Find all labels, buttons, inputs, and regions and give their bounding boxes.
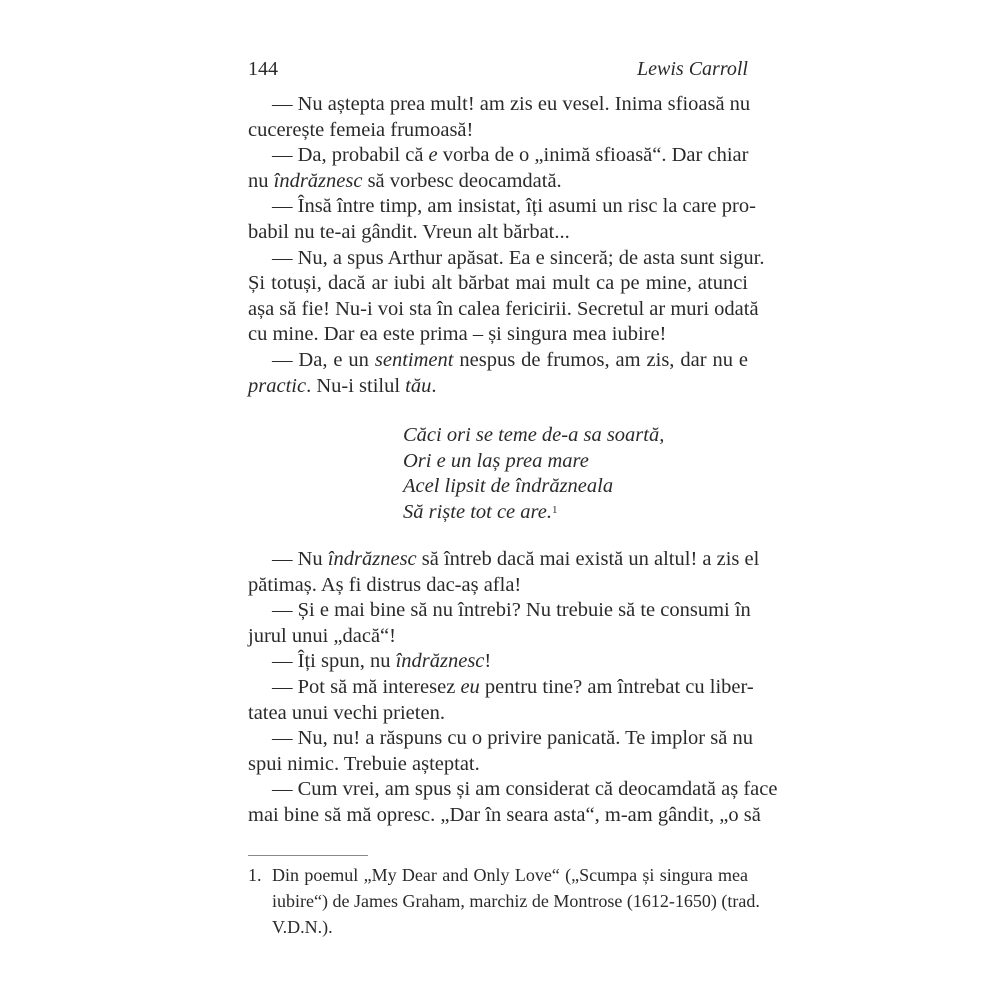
text-segment: să întreb dacă mai există un altul! a zis el [416, 548, 760, 570]
text-segment: iubire“) de James Graham, marchiz de Montrose (1612-1650) (trad. [272, 891, 760, 911]
text-segment: . Nu-i stilul [306, 374, 406, 397]
body-text-part-2 [248, 547, 778, 829]
text-segment: nespus de frumos, am zis, dar nu e [453, 348, 748, 371]
text-segment: Și totuși, dacă ar iubi alt bărbat mai mult ca pe mine, atunci [248, 272, 748, 295]
text-line [248, 726, 753, 752]
text-segment: — Nu aștepta prea mult! am zis eu vesel. Inima sfioasă nu [272, 93, 751, 115]
italic-text: eu [460, 675, 480, 698]
poem-quote [403, 423, 664, 525]
text-line [248, 701, 748, 727]
text-segment: mai bine să mă opresc. „Dar în seara asta“, m-am gândit, „o să [248, 803, 761, 826]
footnote-reference: 1 [551, 503, 558, 516]
italic-text: îndrăznesc [395, 650, 485, 673]
text-segment: tatea unui vechi prieten. [248, 701, 445, 724]
text-segment: — Nu, nu! a răspuns cu o privire panicată. Te implor să nu [272, 727, 753, 750]
text-line [248, 271, 748, 297]
text-segment: Ori e un laș prea mare [403, 449, 589, 472]
text-line [248, 143, 748, 169]
page-number: 144 [248, 58, 278, 80]
footnote-number: 1. [248, 865, 262, 885]
running-header-author: Lewis Carroll [637, 58, 748, 80]
text-segment: nu [248, 169, 274, 192]
text-line [272, 862, 748, 888]
text-segment: V.D.N.). [272, 917, 333, 937]
text-segment: — Însă între timp, am insistat, îți asumi un risc la care pro- [272, 195, 756, 218]
text-segment: Să riște tot ce are. [403, 500, 552, 523]
text-segment: — Cum vrei, am spus și am considerat că deocamdată aș face [272, 778, 778, 801]
text-line [248, 624, 748, 650]
italic-text: îndrăznesc [273, 169, 363, 192]
text-segment: Căci ori se teme de-a sa soartă, [403, 424, 665, 446]
body-text-part-1 [248, 92, 765, 399]
text-segment: . [431, 374, 437, 397]
text-segment: — Da, e un [272, 348, 375, 371]
italic-text: tău [405, 374, 432, 397]
text-segment: — Pot să mă interesez [272, 675, 461, 698]
text-line [248, 348, 748, 374]
text-line [248, 92, 751, 118]
text-line [248, 675, 754, 701]
text-line [403, 449, 664, 475]
text-line [248, 322, 748, 348]
footnote [248, 862, 760, 940]
text-segment: pentru tine? am întrebat cu liber- [479, 675, 754, 698]
text-segment: așa să fie! Nu-i voi sta în calea fericirii. Secretul ar muri odată [248, 297, 759, 320]
text-segment: — Da, probabil că [272, 144, 429, 167]
text-segment: — Nu [272, 548, 328, 570]
text-segment: babil nu te-ai gândit. Vreun alt bărbat... [248, 220, 570, 243]
text-line [272, 914, 748, 940]
text-line [248, 374, 748, 400]
text-segment: cu mine. Dar ea este prima – și singura mea iubire! [248, 323, 667, 346]
text-segment: ! [484, 650, 492, 673]
text-line [403, 500, 664, 526]
text-segment: jurul unui „dacă“! [248, 624, 396, 647]
text-line [248, 547, 760, 573]
text-line [248, 752, 748, 778]
italic-text: îndrăznesc [327, 548, 417, 570]
text-segment: Acel lipsit de îndrăzneala [403, 475, 614, 498]
footnote-divider [248, 855, 368, 856]
text-line [248, 220, 748, 246]
italic-text: sentiment [374, 348, 454, 371]
text-segment: vorba de o „inimă sfioasă“. Dar chiar [437, 144, 749, 167]
text-segment: să vorbesc deocamdată. [362, 169, 562, 192]
footnote-text [272, 862, 760, 940]
text-line [272, 888, 760, 914]
text-line [248, 803, 761, 829]
text-line [248, 169, 748, 195]
text-segment: — Nu, a spus Arthur apăsat. Ea e sinceră; de asta sunt sigur. [272, 246, 765, 269]
text-segment: pătimaș. Aș fi distrus dac-aș afla! [248, 573, 522, 596]
text-line [248, 777, 778, 803]
text-line [248, 598, 751, 624]
text-line [248, 246, 765, 272]
text-line [248, 649, 748, 675]
italic-text: e [428, 144, 438, 167]
text-line [248, 573, 748, 599]
text-segment: Din poemul „My Dear and Only Love“ („Scumpa și singura mea [272, 865, 748, 885]
italic-text: practic [248, 374, 307, 397]
text-line [403, 423, 664, 449]
text-line [248, 118, 748, 144]
text-segment: spui nimic. Trebuie așteptat. [248, 752, 480, 775]
text-line [248, 297, 759, 323]
text-line [248, 194, 756, 220]
text-line [403, 474, 664, 500]
text-segment: — Îți spun, nu [272, 650, 396, 673]
text-segment: — Și e mai bine să nu întrebi? Nu trebuie să te consumi în [272, 599, 751, 622]
text-segment: cucerește femeia frumoasă! [248, 118, 474, 141]
